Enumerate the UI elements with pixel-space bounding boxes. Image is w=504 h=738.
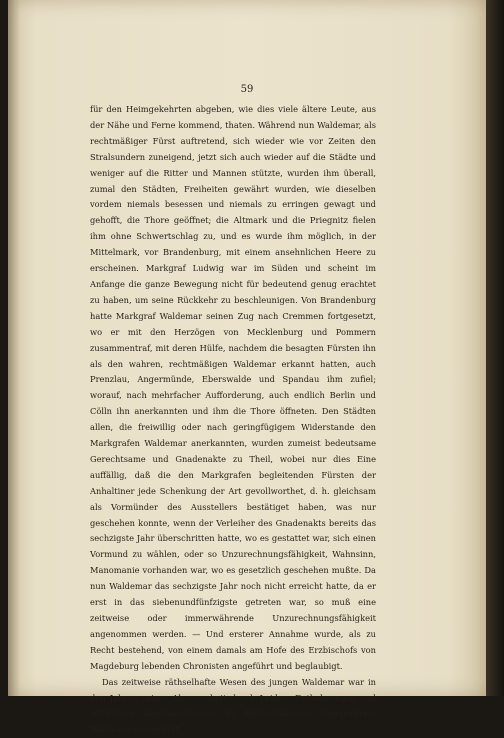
page-number: 59 xyxy=(240,84,254,95)
book-page xyxy=(8,0,486,735)
page-gutter-shadow xyxy=(8,0,20,696)
body-text xyxy=(90,102,376,738)
paragraph-2: Das zeitweise räthselhafte Wesen des jungen Waldemar war in den Jahren seiner Abwesenheit durch Leiden, Entbehrungen und zeitweisen Gewissensbissen zu Hallucinationen, temporärem Wahnsinn ausgeartet. xyxy=(90,676,376,735)
paragraph-1: für den Heimgekehrten abgeben, wie dies viele ältere Leute, aus der Nähe und Ferne kommend, thaten. Während nun Waldemar, als rechtmäßiger Fürst auftretend, sich wieder wie vor Zeiten den Stralsundern zuneigend, jetzt sich auch wieder auf die Städte und weniger auf die Ritter und Mannen stützte, wurden ihm überall, zumal den Städten, Freiheiten gewährt wurden, wie dieselben vordem niemals besessen und niemals zu erringen gewagt und gehofft, die Thore geöffnet; die Altmark und die Priegnitz fielen ihm ohne Schwertschlag zu, und es wurde ihm möglich, in der Mittelmark, vor Brandenburg, mit einem ansehnlichen Heere zu erscheinen. Markgraf Ludwig war im Süden und scheint im Anfange die ganze Bewegung nicht für bedeutend genug erachtet zu haben, um seine Rückkehr zu beschleunigen. Von Brandenburg hatte Markgraf Waldemar seinen Zug nach Cremmen fortgesetzt, wo er mit den Herzögen von Mecklenburg und Pommern zusammentraf, mit deren Hülfe, nachdem die besagten Fürsten ihn als den wahren, rechtmäßigen Waldemar erkannt hatten, auch Prenzlau, Angermünde, Eberswalde und Spandau ihm zufiel; worauf, nach mehrfacher Aufforderung, auch endlich Berlin und Cölln ihn anerkannten und ihm die Thore öffneten. Den Städten allen, die freiwillig oder nach geringfügigem Widerstande den Markgrafen Waldemar anerkannten, wurden zumeist bedeutsame Gerechtsame und Gnadenakte zu Theil, wobei nur dies Eine auffällig, daß die den Markgrafen begleitenden Fürsten der Anhaltiner jede Schenkung der Art gevollworthet, d. h. gleichsam als Vormünder des Ausstellers bestätiget haben, was nur geschehen konnte, wenn der Verleiher des Gnadenakts bereits das sechzigste Jahr überschritten hatte, wo es gestattet war, sich einen Vormund zu wählen, oder so Unzurechnungsfähigkeit, Wahnsinn, Manomanie vorhanden war, wo es gesetzlich geschehen mußte. Da nun Waldemar das sechzigste Jahr noch nicht erreicht hatte, da er erst in das siebenundfünfzigste getreten war, so muß eine zeitweise oder immerwährende Unzurechnungsfähigkeit angenommen werden. — Und ersterer Annahme wurde, als zu Recht bestehend, von einem damals am Hofe des Erzbischofs von Magdeburg lebenden Chronisten angeführt und beglaubigt. xyxy=(90,104,376,671)
book-edge xyxy=(486,0,504,696)
